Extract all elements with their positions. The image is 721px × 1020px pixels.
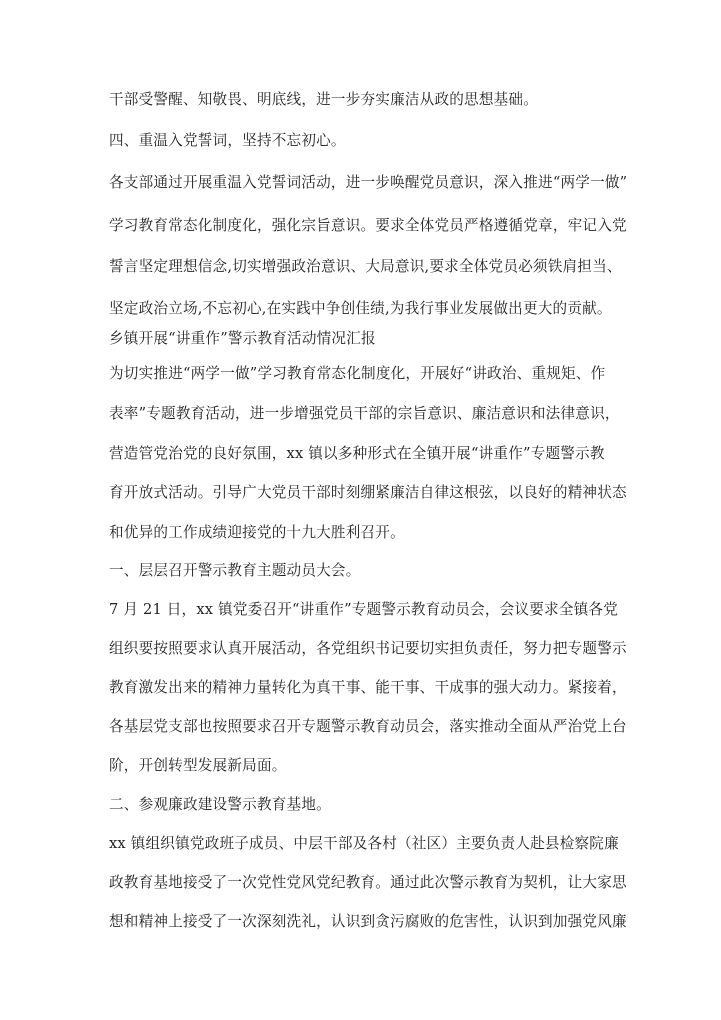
text-line: 营造管党治党的良好氛围，xx 镇以多种形式在全镇开展“讲重作”专题警示教 [109,445,605,462]
text-line: 想和精神上接受了一次深刻洗礼，认识到贪污腐败的危害性，认识到加强党风廉 [109,913,627,930]
text-line: 干部受警醒、知敬畏、明底线，进一步夯实廉洁从政的思想基础。 [109,91,539,108]
section-heading: 二、参观廉政建设警示教育基地。 [109,796,331,813]
text-line: xx 镇组织镇党政班子成员、中层干部及各村（社区）主要负责人赴县检察院廉 [109,835,619,852]
text-line: 育开放式活动。引导广大党员干部时刻绷紧廉洁自律这根弦，以良好的精神状态 [109,484,627,501]
section-heading: 一、层层召开警示教育主题动员大会。 [109,562,361,579]
text-line: 和优异的工作成绩迎接党的十九大胜利召开。 [109,524,405,541]
text-line: 为切实推进“两学一做”学习教育常态化制度化，开展好“讲政治、重规矩、作 [109,365,606,382]
text-line: 誓言坚定理想信念,切实增强政治意识、大局意识,要求全体党员必须铁肩担当、 [109,258,622,275]
document-title: 乡镇开展“讲重作”警示教育活动情况汇报 [109,330,376,347]
text-line: 各基层党支部也按照要求召开专题警示教育动员会，落实推动全面从严治党上台 [109,718,627,735]
text-line: 学习教育常态化制度化，强化宗旨意识。要求全体党员严格遵循党章，牢记入党 [109,217,627,234]
text-line: 表率”专题教育活动，进一步增强党员干部的宗旨意识、廉洁意识和法律意识， [109,405,620,422]
text-line: 组织要按照要求认真开展活动，各党组织书记要切实担负责任，努力把专题警示 [109,640,627,657]
text-line: 阶，开创转型发展新局面。 [109,757,287,774]
text-line: 坚定政治立场,不忘初心,在实践中争创佳绩,为我行事业发展做出更大的贡献。 [109,300,612,317]
section-heading: 四、重温入党誓词，坚持不忘初心。 [109,132,346,149]
text-line: 7 月 21 日，xx 镇党委召开“讲重作”专题警示教育动员会，会议要求全镇各党 [109,601,619,618]
text-line: 教育激发出来的精神力量转化为真干事、能干事、干成事的强大动力。紧接着， [109,679,627,696]
text-line: 政教育基地接受了一次党性党风党纪教育。通过此次警示教育为契机，让大家思 [109,874,627,891]
text-line: 各支部通过开展重温入党誓词活动，进一步唤醒党员意识，深入推进“两学一做” [109,174,628,191]
